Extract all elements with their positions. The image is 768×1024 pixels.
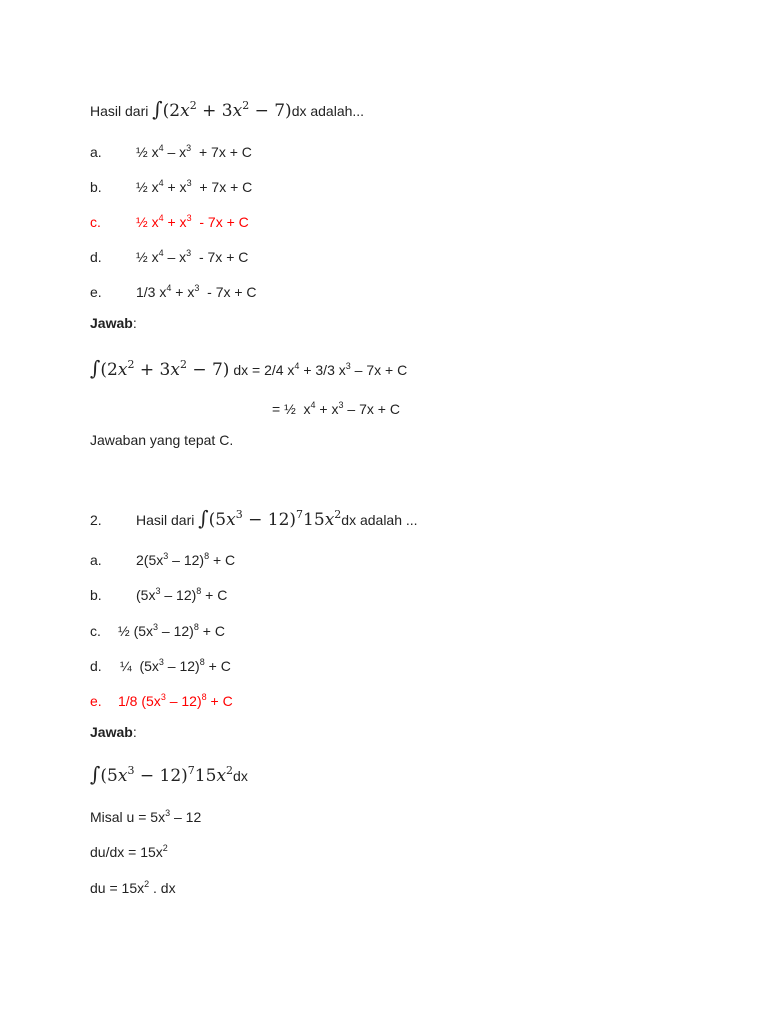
q1-solution-line-1: $\int(2x^2 + 3x^2 - 7)$ dx = 2/4 $x^4 + 3/3$ $x^3 - 7x + C$: [90, 356, 408, 380]
q2-option-b: b. $(5x^3 - 12)^8 + C$: [90, 586, 228, 603]
q1-question: [90, 97, 364, 120]
q2-option-c: c. ½ $(5x^3 - 12)^8 + C$: [90, 622, 225, 639]
q1-jawab-heading: Jawab:: [90, 315, 137, 331]
q1-option-c-correct: c. ½ $x^4 + x^3 - 7x + C$: [90, 213, 249, 230]
q2-suffix: dx adalah ...: [341, 512, 418, 528]
q1-answer: Jawaban yang tepat C.: [90, 432, 234, 448]
q2-dudx-line: $du/dx = 15x^2$: [90, 843, 168, 860]
q2-misal-line: Misal $u = 5x^3 - 12$: [90, 808, 202, 825]
q1-integral-expression: $\int(2x^2 + 3x^2 - 7)$: [152, 97, 292, 121]
q2-solution-integral-line: $\int(5x^3 - 12)^715x^2dx$: [90, 762, 248, 786]
q2-solution-integral: $\int(5x^3 - 12)^715x^2$: [90, 762, 234, 786]
q1-option-a: a. ½ $x^4 - x^3 + 7x + C$: [90, 143, 252, 160]
q1-option-b: b. ½ $x^4 + x^3 + 7x + C$: [90, 178, 253, 195]
q2-du-line: du = $15x^2$ . dx: [90, 879, 176, 896]
q1-option-e: e. 1/3 $x^4 + x^3 - 7x + C$: [90, 283, 257, 300]
q2-option-a: a. $2(5x^3 - 12)^8 + C$: [90, 551, 236, 568]
q1-option-d: d. ½ $x^4 - x^3 - 7x + C$: [90, 248, 249, 265]
q1-solution-integral: $\int(2x^2 + 3x^2 - 7)$: [90, 356, 230, 380]
q2-integral-expression: $\int(5x^3 - 12)^715x^2$: [198, 506, 342, 530]
q2-option-d: d. ¼ $(5x^3 - 12)^8 + C$: [90, 657, 231, 674]
q1-prefix: Hasil dari: [90, 103, 149, 119]
q2-prefix: Hasil dari: [136, 512, 195, 528]
q2-question: [90, 506, 418, 529]
q1-suffix: dx adalah...: [291, 103, 365, 119]
q2-jawab-heading: Jawab:: [90, 724, 137, 740]
q2-number: 2.: [90, 512, 102, 528]
q1-solution-line-2: = ½ $x^4 + x^3 - 7x + C$: [272, 400, 400, 417]
q2-option-e-correct: e. 1/8 $(5x^3 - 12)^8 + C$: [90, 692, 233, 709]
